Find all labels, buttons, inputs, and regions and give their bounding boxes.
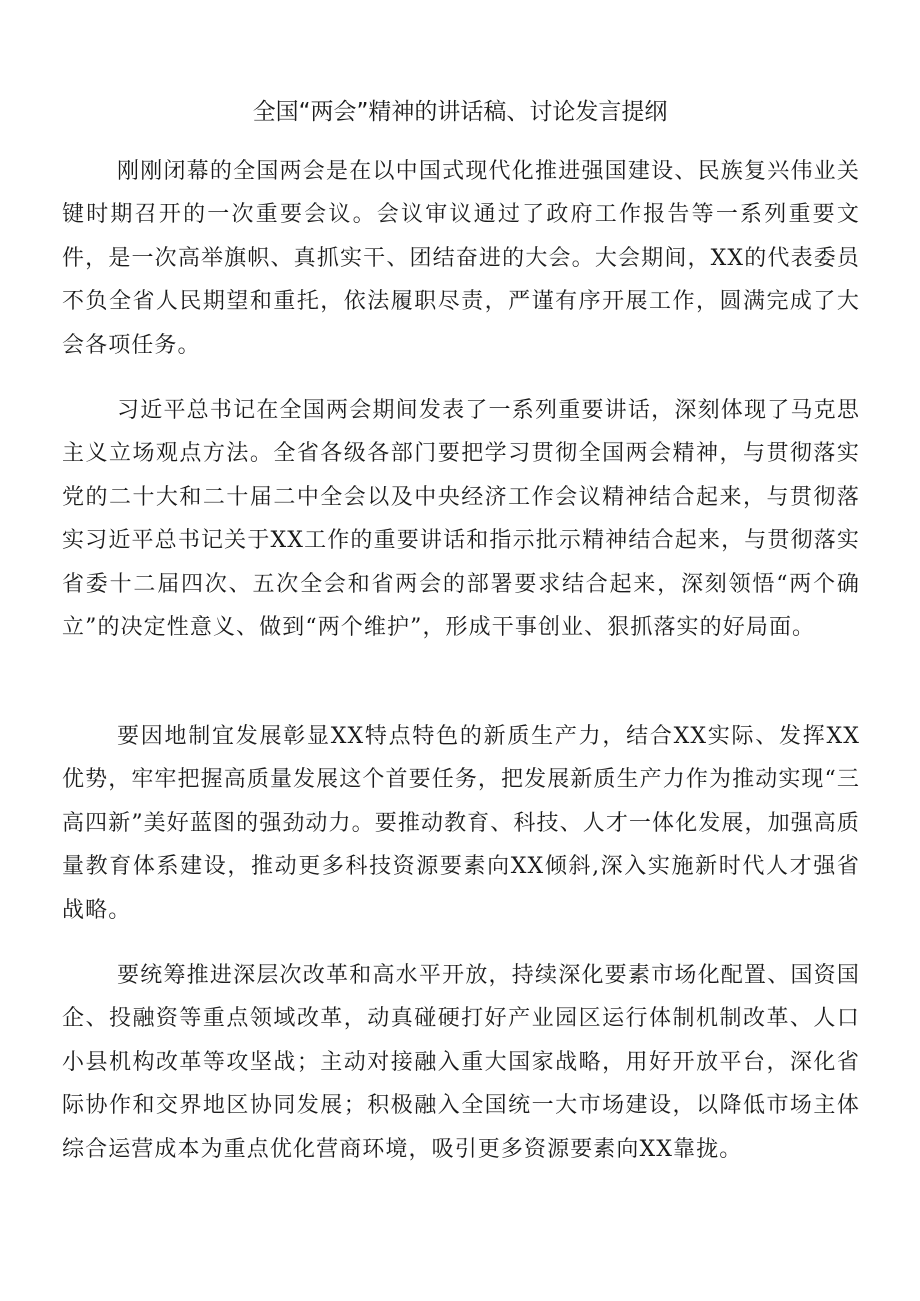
paragraph-1: 刚刚闭幕的全国两会是在以中国式现代化推进强国建设、民族复兴伟业关键时期召开的一次重要会议。会议审议通过了政府工作报告等一系列重要文件，是一次高举旗帜、真抓实干、团结奋进的大会。大会期间，XX的代表委员不负全省人民期望和重托，依法履职尽责，严谨有序开展工作，圆满完成了大会各项任务。 bbox=[62, 159, 860, 358]
paragraph-3: 要因地制宜发展彰显XX特点特色的新质生产力，结合XX实际、发挥XX优势，牢牢把握高质量发展这个首要任务，把发展新质生产力作为推动实现“三高四新”美好蓝图的强劲动力。要推动教育、科技、人才一体化发展，加强高质量教育体系建设，推动更多科技资源要素向XX倾斜,深入实施新时代人才强省战略。 bbox=[62, 724, 860, 923]
paragraph-2: 习近平总书记在全国两会期间发表了一系列重要讲话，深刻体现了马克思主义立场观点方法。全省各级各部门要把学习贯彻全国两会精神，与贯彻落实党的二十大和二十届二中全会以及中央经济工作会议精神结合起来，与贯彻落实习近平总书记关于XX工作的重要讲话和指示批示精神结合起来，与贯彻落实省委十二届四次、五次全会和省两会的部署要求结合起来，深刻领悟“两个确立”的决定性意义、做到“两个维护”，形成干事创业、狠抓落实的好局面。 bbox=[62, 398, 860, 641]
document-title: 全国“两会”精神的讲话稿、讨论发言提纲 bbox=[252, 99, 668, 125]
paragraph-4: 要统筹推进深层次改革和高水平开放，持续深化要素市场化配置、国资国企、投融资等重点领域改革，动真碰硬打好产业园区运行体制机制改革、人口小县机构改革等攻坚战；主动对接融入重大国家战略，用好开放平台，深化省际协作和交界地区协同发展；积极融入全国统一大市场建设，以降低市场主体综合运营成本为重点优化营商环境，吸引更多资源要素向XX靠拢。 bbox=[62, 963, 860, 1162]
